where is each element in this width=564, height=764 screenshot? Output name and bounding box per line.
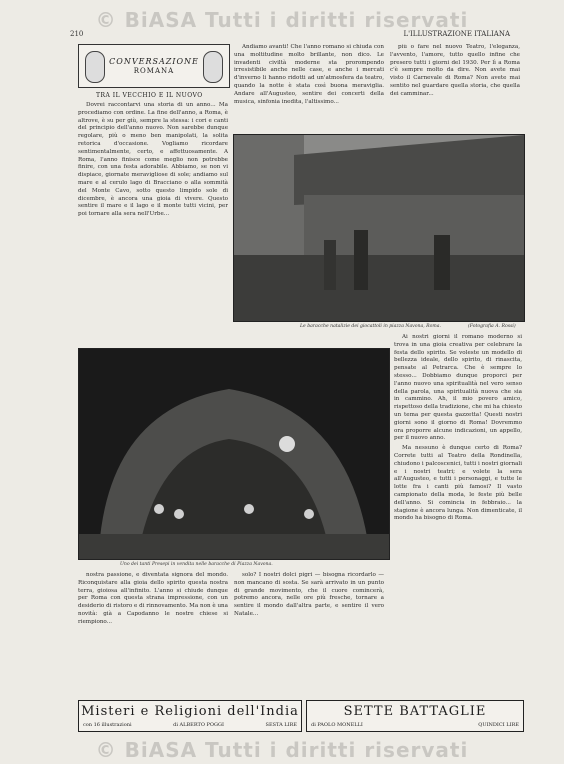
running-header bbox=[70, 30, 510, 38]
market-scene-image bbox=[234, 135, 524, 321]
page-number: 210 bbox=[70, 30, 84, 38]
market-photo bbox=[233, 134, 525, 322]
column-5: nostra passione, e diventata signora del mondo. Riconquistare alla gioia dello spirito questa nostra terra, gioiosa all'infinito. L'anno si chiude dunque per Roma con questa strana impressione, con un desiderio di ristoro e di rinnovamento. Ma non è una novità: già a Capodanno le nostre chiese si riempiono... bbox=[78, 572, 228, 625]
nativity-scene-image bbox=[79, 349, 389, 559]
article-subhead: TRA IL VECCHIO E IL NUOVO bbox=[96, 92, 203, 99]
photo1-credit: (Fotografia A. Rossi) bbox=[468, 324, 516, 329]
masthead-line1: CONVERSAZIONE bbox=[109, 57, 199, 66]
masthead-line2: ROMANA bbox=[133, 67, 175, 75]
column-2: Andiamo avanti! Che l'anno romano si chiuda con una moltitudine molto brillante, non dico. Le invadenti civiltà moderne sta prorompendo irresistibile anche nelle case, e anche i mercati d'inverno li hanno ridotti ad un'atmosfera da teatro, quando la notte è stata così buona meraviglia. Andare all'Augusteo, sentire dei concerti della musica, sinfonia inedita, l'altissimo... bbox=[234, 44, 384, 105]
watermark-top: © BiASA Tutti i diritti riservati bbox=[95, 8, 469, 32]
section-masthead bbox=[78, 44, 230, 88]
journal-title: L'ILLUSTRAZIONE ITALIANA bbox=[403, 30, 510, 38]
photo1-caption: Le baracche natalizie dei giocattoli in piazza Navona, Roma. bbox=[300, 324, 441, 329]
photo2-caption: Uno dei tanti Presepi in vendita nelle baracche di Piazza Navona. bbox=[120, 562, 273, 567]
presepe-photo bbox=[78, 348, 390, 560]
ad-sette-battaglie bbox=[306, 700, 524, 732]
column-1: Dovrei raccontarvi una storia di un anno... Ma procediamo con ordine. La fine dell'anno, a Roma, è altrove, è su per giù, sempre la stessa: i cori e canti del principio dell'anno nuovo. Non sarebbe dunque regolare, più o meno ben manipolati, la solita retorica d'occasione. Vogliamo ricordare sentimentalmente, certo, e affettuosamente. A Roma, l'anno finisce come meglio non potrebbe finire, con una festa adorabile. Abbiamo, se non vi dispiace, giornate meravigliose di sole; andiamo sul mare e al cerulo lago di Bracciano o alla sommità del Monte Cavo, sotto questo limpido sole di dicembre, è ancora una gioia di vivere. Questo sentire il mare e il lago e il monte tutti vicini, per poi tornare alla sera nell'Urbe... bbox=[78, 102, 228, 218]
column-4: Ai nostri giorni il romano moderno si trova in una gioia creativa per celebrare la festa dello spirito. Se voleste un modello di bellezza ideale, dello spirito, di rinascita, pensate al Petrarca. Che è sempre lo stesso... Dobbiamo dunque proporci per l'anno nuovo una spiritualità nel vero senso della parola, una spiritualità nuova che sia in cammino. Ah, il mio povero amico, rispettoso della tradizione, che mi ha chiesto un tema per questa gazzetta! Questi nostri giorni sono il giorno di Roma! Dovremmo ora proporre alcune indicazioni, un appello, per il nuovo anno. Ma nessuno è dunque certo di Roma? Correte tutti al Teatro della Rondinella, chiudono i palcoscenici, tutti i nostri giornali e i nostri teatri; e volete la sera all'Augusteo, e tutti i personaggi, e tutte le lotte fra i canti più famosi? Il vasto campionato della moda, le feste più belle dell'anno. Si comincia in febbraio... la stagione è ancora lunga. Non dimenticate, il mondo ha bisogno di Roma. bbox=[394, 334, 522, 522]
column-3: più o fare nel nuovo Teatro, l'eleganza, l'avvento, l'amore, tutto quello infine che presero tutti i giorni del 1930. Per lì a Roma c'è sempre molto da dire. Non avete mai visto il Carnevale di Roma? Non avete mai sentito nel guardare quella storia, che quella dei camminar... bbox=[390, 44, 520, 97]
ad-misteri-india bbox=[78, 700, 302, 732]
ad2-title: SETTE BATTAGLIE bbox=[343, 704, 487, 719]
ad1-title: Misteri e Religioni dell'India bbox=[81, 704, 299, 719]
ad2-details: di PAOLO MONELLI QUINDICI LIRE bbox=[311, 722, 519, 728]
watermark-bottom: © BiASA Tutti i diritti riservati bbox=[95, 738, 469, 762]
ad1-details: con 16 illustrazioni di ALBERTO POGGI SESTA LIRE bbox=[83, 722, 297, 728]
column-6: solo? I nostri dolci pigri — bisogna ricordarlo — non mancano di sosta. Se sarà arrivato in un punto di grande movimento, che il cuore comincerà, potremo ancora, nelle ore più fresche, tornare a sentire il mondo dall'altra parte, e sentire il vero Natale... bbox=[234, 572, 384, 617]
